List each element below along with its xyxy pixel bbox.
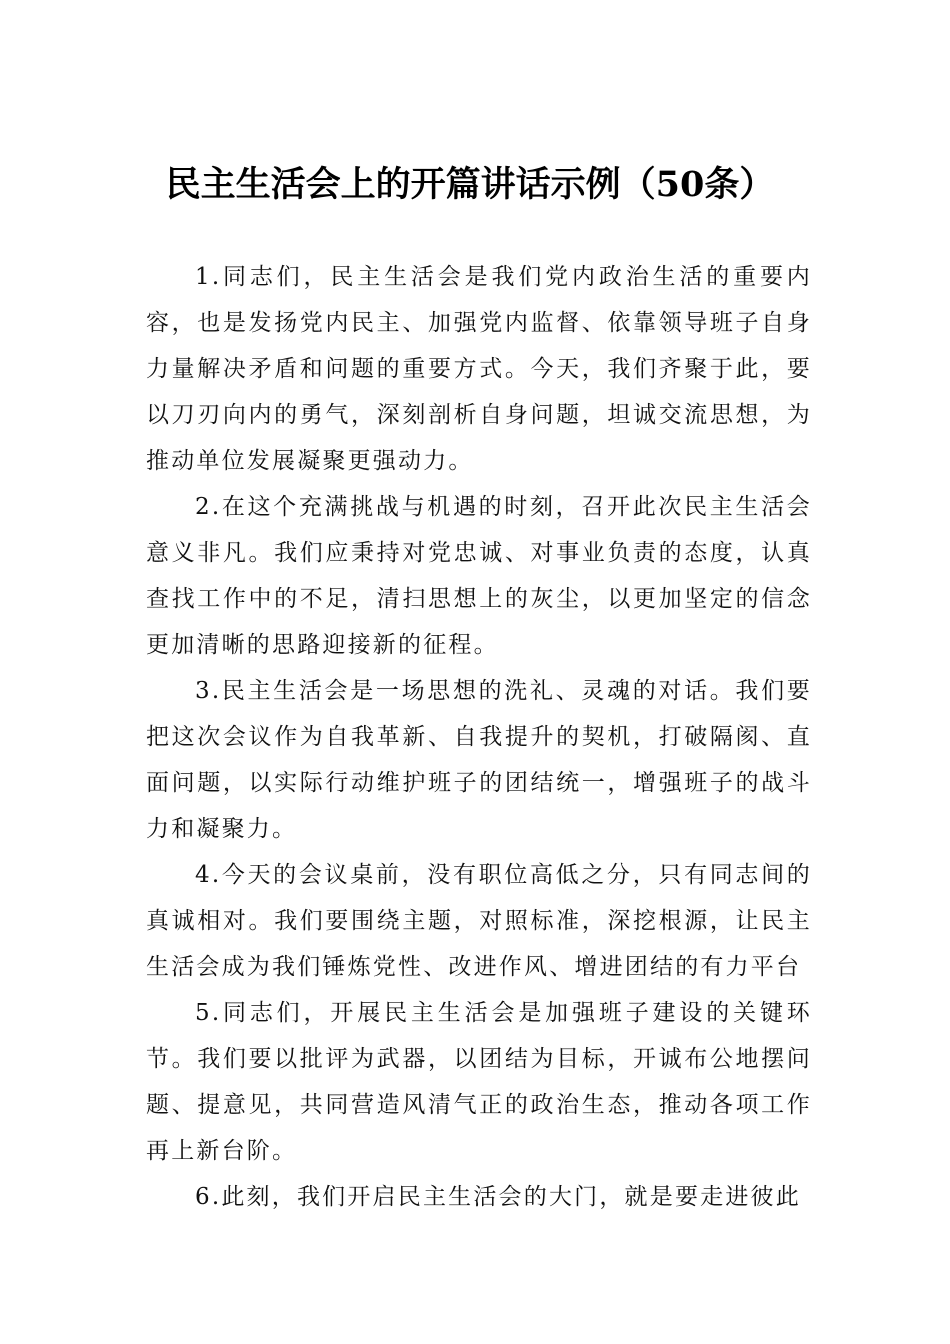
document-body <box>146 254 812 1220</box>
paragraph-6: 6.此刻，我们开启民主生活会的大门，就是要走进彼此 <box>195 1184 801 1210</box>
paragraph-1: 1.同志们，民主生活会是我们党内政治生活的重要内容，也是发扬党内民主、加强党内监督、依靠领导班子自身力量解决矛盾和问题的重要方式。今天，我们齐聚于此，要以刀刃向内的勇气，深刻剖析自身问题，坦诚交流思想，为推动单位发展凝聚更强动力。 <box>146 264 812 474</box>
paragraph-5: 5.同志们，开展民主生活会是加强班子建设的关键环节。我们要以批评为武器，以团结为目标，开诚布公地摆问题、提意见，共同营造风清气正的政治生态，推动各项工作再上新台阶。 <box>146 1000 812 1164</box>
document-title: 民主生活会上的开篇讲话示例（50条） <box>165 164 775 205</box>
paragraph-2: 2.在这个充满挑战与机遇的时刻，召开此次民主生活会意义非凡。我们应秉持对党忠诚、对事业负责的态度，认真查找工作中的不足，清扫思想上的灰尘，以更加坚定的信念更加清晰的思路迎接新的征程。 <box>146 494 812 658</box>
paragraph-3: 3.民主生活会是一场思想的洗礼、灵魂的对话。我们要把这次会议作为自我革新、自我提升的契机，打破隔阂、直面问题，以实际行动维护班子的团结统一，增强班子的战斗力和凝聚力。 <box>146 678 812 842</box>
paragraph-4: 4.今天的会议桌前，没有职位高低之分，只有同志间的真诚相对。我们要围绕主题，对照标准，深挖根源，让民主生活会成为我们锤炼党性、改进作风、增进团结的有力平台 <box>146 862 812 980</box>
